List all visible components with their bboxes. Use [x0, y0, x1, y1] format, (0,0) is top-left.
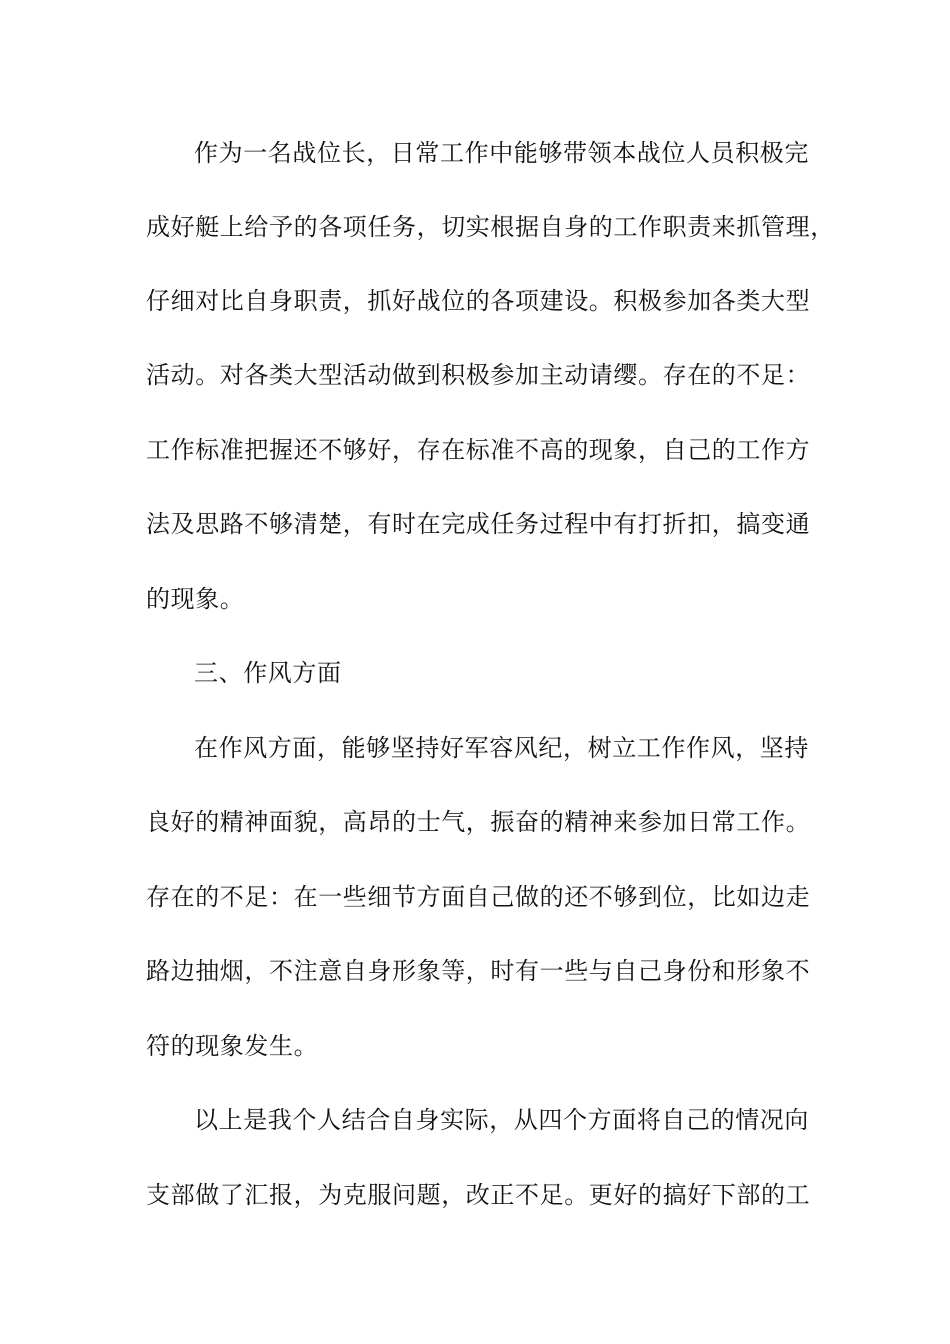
text-line: 存在的不足：在一些细节方面自己做的还不够到位，比如边走 — [146, 883, 811, 911]
text-line: 活动。对各类大型活动做到积极参加主动请缨。存在的不足： — [146, 361, 811, 389]
text-line: 支部做了汇报，为克服问题，改正不足。更好的搞好下部的工 — [146, 1181, 811, 1209]
text-line: 作为一名战位长，日常工作中能够带领本战位人员积极完 — [194, 139, 809, 167]
text-line: 的现象。 — [146, 585, 245, 613]
text-line: 仔细对比自身职责，抓好战位的各项建设。积极参加各类大型 — [146, 287, 811, 315]
text-line: 符的现象发生。 — [146, 1032, 319, 1060]
text-line: 良好的精神面貌，高昂的士气，振奋的精神来参加日常工作。 — [146, 808, 811, 836]
text-line: 法及思路不够清楚，有时在完成任务过程中有打折扣，搞变通 — [146, 510, 811, 538]
text-line: 工作标准把握还不够好，存在标准不高的现象，自己的工作方 — [146, 436, 811, 464]
text-line: 路边抽烟，不注意自身形象等，时有一些与自己身份和形象不 — [146, 957, 811, 985]
text-line: 在作风方面，能够坚持好军容风纪，树立工作作风，坚持 — [194, 734, 809, 762]
text-line: 以上是我个人结合自身实际，从四个方面将自己的情况向 — [194, 1106, 809, 1134]
text-line: 成好艇上给予的各项任务，切实根据自身的工作职责来抓管理， — [146, 213, 835, 241]
section-heading: 三、作风方面 — [194, 659, 342, 687]
